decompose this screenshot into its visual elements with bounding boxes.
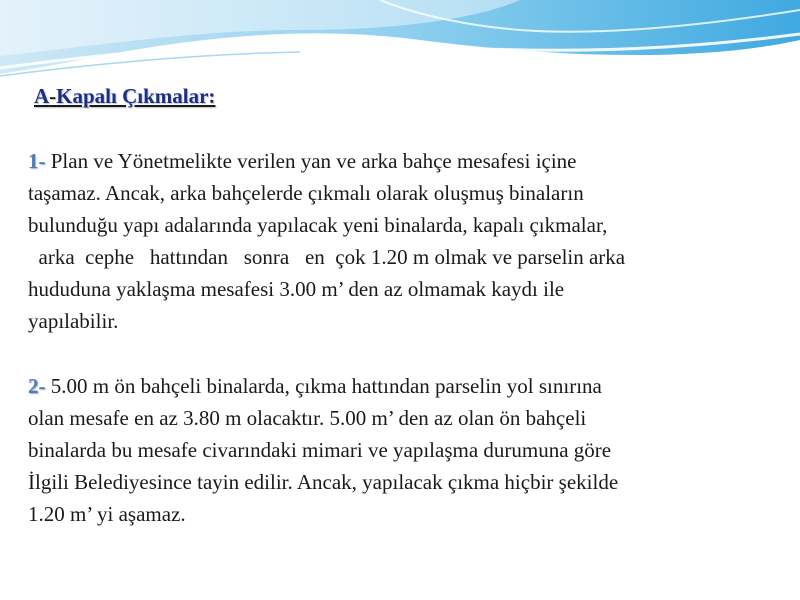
paragraph-line: 1.20 m’ yi aşamaz. bbox=[28, 502, 186, 526]
paragraph-line: bulunduğu yapı adalarında yapılacak yeni binalarda, kapalı çıkmalar, bbox=[28, 213, 608, 237]
paragraph-text: Plan ve Yönetmelikte verilen yan ve arka bahçe mesafesi içine bbox=[45, 149, 577, 173]
paragraph-1 bbox=[28, 145, 788, 337]
paragraph-2 bbox=[28, 370, 788, 530]
paragraph-line: yapılabilir. bbox=[28, 309, 119, 333]
paragraph-line: taşamaz. Ancak, arka bahçelerde çıkmalı olarak oluşmuş binaların bbox=[28, 181, 584, 205]
paragraph-line: İlgili Belediyesince tayin edilir. Ancak, yapılacak çıkma hiçbir şekilde bbox=[28, 470, 619, 494]
heading-dash: - bbox=[49, 84, 57, 108]
paragraph-line bbox=[28, 370, 788, 402]
paragraph-line: binalarda bu mesafe civarındaki mimari ve yapılaşma durumuna göre bbox=[28, 438, 612, 462]
section-heading bbox=[34, 84, 215, 109]
paragraph-line bbox=[28, 145, 788, 177]
heading-title: Kapalı Çıkmalar: bbox=[56, 84, 216, 108]
paragraph-line: arka cephe hattından sonra en çok 1.20 m olmak ve parselin arka bbox=[28, 245, 626, 269]
paragraph-line: olan mesafe en az 3.80 m olacaktır. 5.00 m’ den az olan ön bahçeli bbox=[28, 406, 587, 430]
paragraph-number: 1- bbox=[28, 149, 46, 173]
paragraph-text: 5.00 m ön bahçeli binalarda, çıkma hattından parselin yol sınırına bbox=[45, 374, 602, 398]
heading-prefix: A bbox=[34, 84, 50, 108]
paragraph-line: hududuna yaklaşma mesafesi 3.00 m’ den az olmamak kaydı ile bbox=[28, 277, 565, 301]
paragraph-number: 2- bbox=[28, 374, 46, 398]
